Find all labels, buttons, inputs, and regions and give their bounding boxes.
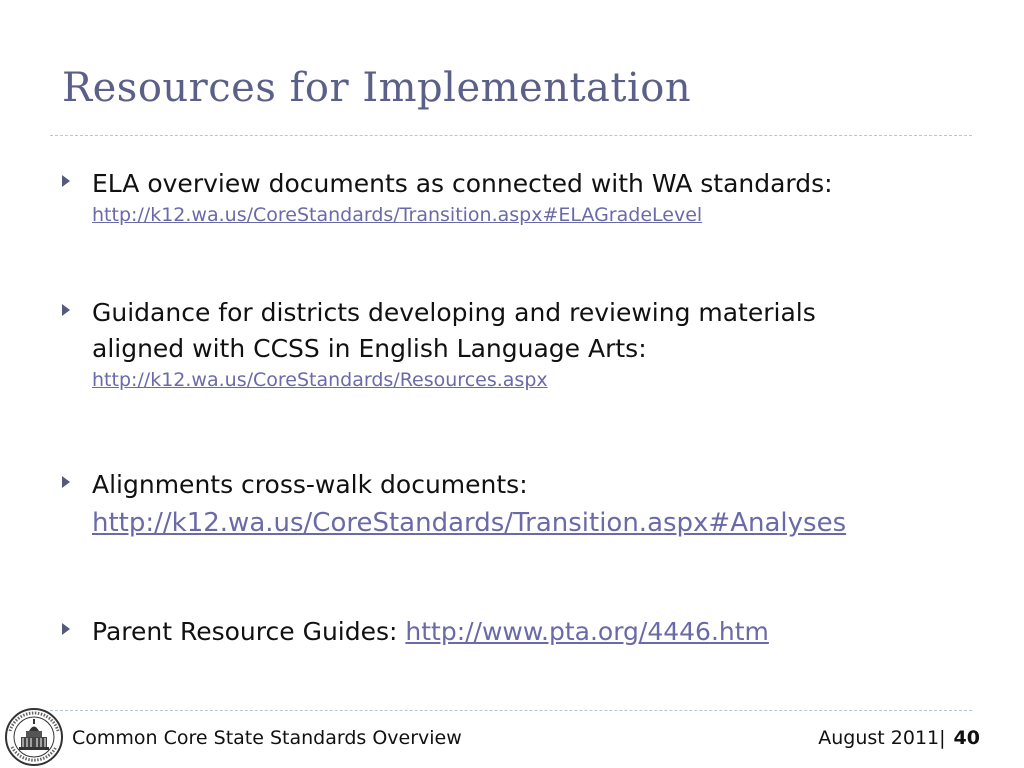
ela-grade-level-link[interactable]: http://k12.wa.us/CoreStandards/Transition.aspx#ELAGradeLevel: [92, 204, 703, 226]
bullet-text: Alignments cross-walk documents:: [92, 470, 528, 499]
footer-date-page: [818, 727, 980, 749]
page-number: 40: [953, 727, 980, 749]
pta-link[interactable]: http://www.pta.org/4446.htm: [405, 617, 769, 646]
resources-link[interactable]: http://k12.wa.us/CoreStandards/Resources.aspx: [92, 369, 548, 391]
bullet-text: Parent Resource Guides:: [92, 617, 398, 646]
footer-presentation-title: Common Core State Standards Overview: [72, 727, 462, 749]
bullet-arrow-icon: [62, 175, 70, 187]
title-divider: [50, 135, 972, 136]
bullet-text-line2: aligned with CCSS in English Language Arts:: [92, 334, 647, 363]
bullet-text-line1: Guidance for districts developing and reviewing materials: [92, 298, 816, 327]
footer-divider: [50, 710, 972, 711]
state-seal-icon: [4, 707, 64, 767]
bullet-arrow-icon: [62, 304, 70, 316]
bullet-arrow-icon: [62, 623, 70, 635]
bullet-arrow-icon: [62, 476, 70, 488]
slide-title: Resources for Implementation: [62, 65, 692, 111]
bullet-text: ELA overview documents as connected with WA standards:: [92, 169, 833, 198]
analyses-link[interactable]: http://k12.wa.us/CoreStandards/Transition.aspx#Analyses: [92, 508, 847, 538]
footer-date: August 2011|: [818, 727, 946, 749]
